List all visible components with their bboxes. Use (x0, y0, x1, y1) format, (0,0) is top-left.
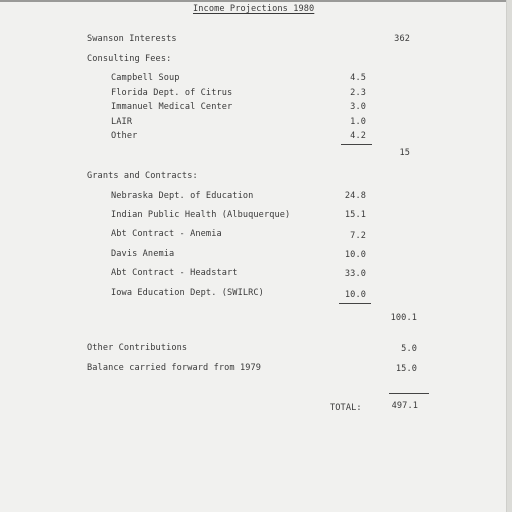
consulting-item-value: 4.5 (350, 73, 366, 83)
grants-item-value: 24.8 (344, 191, 366, 201)
other-contributions-label: Other Contributions (87, 343, 188, 353)
total-value: 497.1 (391, 401, 418, 411)
grants-item-label: Nebraska Dept. of Education (111, 191, 254, 201)
other-contributions-value: 5.0 (401, 344, 417, 354)
grants-item-value: 7.2 (350, 231, 366, 241)
grants-subtotal: 100.1 (390, 313, 417, 323)
top-edge-shadow (0, 0, 506, 2)
total-rule (389, 393, 429, 394)
consulting-item-label: Campbell Soup (111, 73, 180, 83)
consulting-item-value: 1.0 (350, 117, 366, 127)
grants-sum-rule (339, 303, 371, 304)
consulting-heading: Consulting Fees: (87, 54, 172, 64)
balance-forward-value: 15.0 (395, 364, 417, 374)
swanson-value: 362 (394, 34, 410, 44)
total-label: TOTAL: (330, 403, 362, 413)
grants-item-label: Indian Public Health (Albuquerque) (111, 210, 291, 220)
grants-item-value: 10.0 (344, 250, 366, 260)
grants-item-label: Davis Anemia (111, 249, 175, 259)
consulting-item-value: 3.0 (350, 102, 366, 112)
grants-item-label: Iowa Education Dept. (SWILRC) (111, 288, 264, 298)
consulting-item-label: LAIR (111, 117, 133, 127)
consulting-item-value: 2.3 (350, 88, 366, 98)
grants-item-value: 10.0 (344, 290, 366, 300)
consulting-item-label: Florida Dept. of Citrus (111, 88, 233, 98)
grants-item-label: Abt Contract - Anemia (111, 229, 222, 239)
swanson-label: Swanson Interests (87, 34, 177, 44)
consulting-item-label: Other (111, 131, 138, 141)
balance-forward-label: Balance carried forward from 1979 (87, 363, 262, 373)
page-title: Income Projections 1980 (193, 4, 315, 14)
consulting-subtotal: 15 (399, 148, 410, 158)
grants-heading: Grants and Contracts: (87, 171, 198, 181)
consulting-item-label: Immanuel Medical Center (111, 102, 233, 112)
consulting-sum-rule (341, 144, 372, 145)
consulting-item-value: 4.2 (350, 131, 366, 141)
grants-item-value: 15.1 (344, 210, 366, 220)
grants-item-value: 33.0 (344, 269, 366, 279)
grants-item-label: Abt Contract - Headstart (111, 268, 238, 278)
